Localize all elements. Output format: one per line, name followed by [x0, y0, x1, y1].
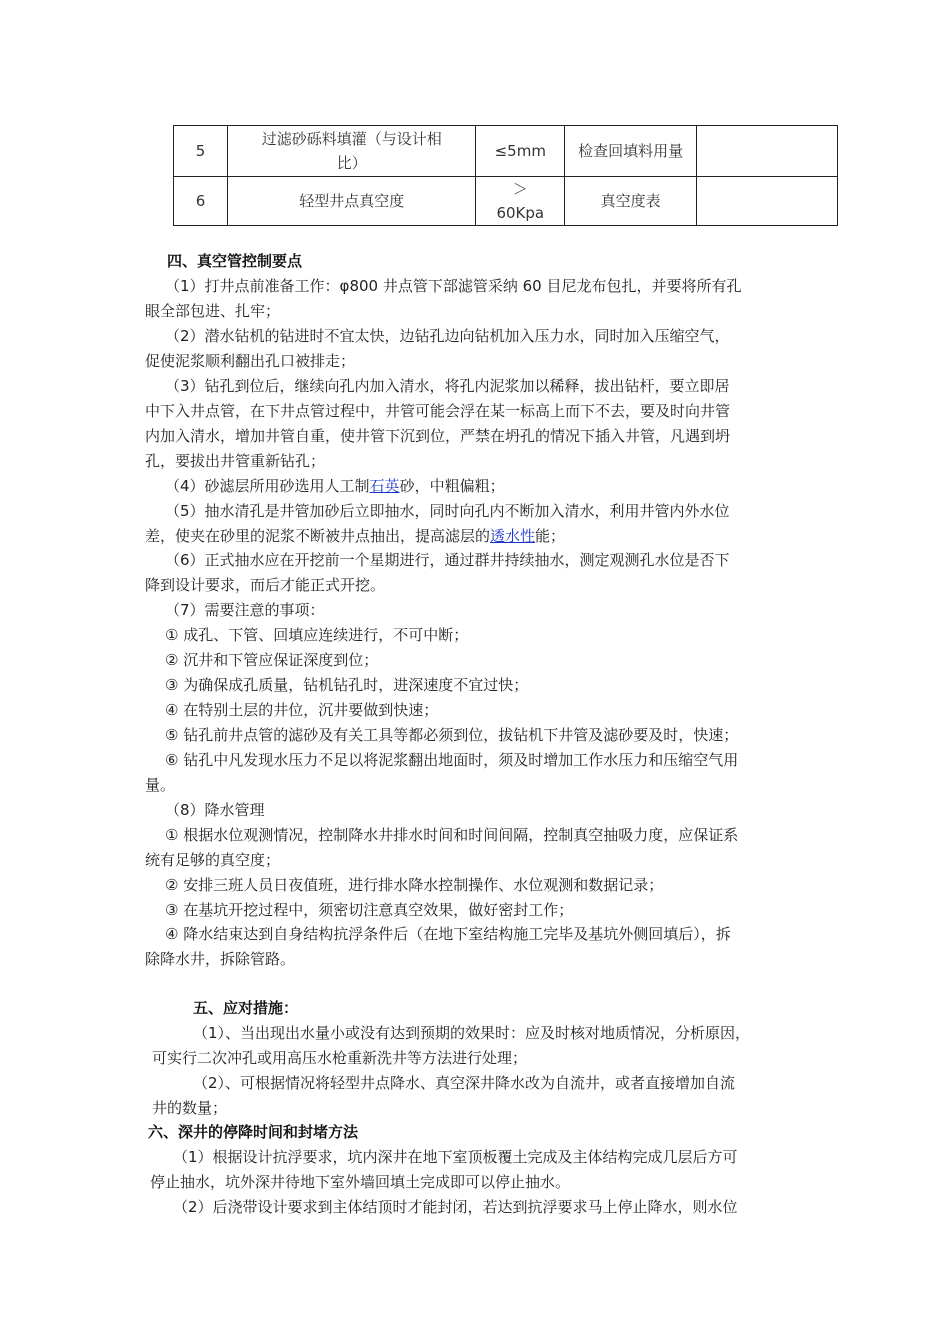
- paragraph-line: （6）正式抽水应在开挖前一个星期进行，通过群井持续抽水，测定观测孔水位是否下: [165, 551, 730, 569]
- check-item: [228, 126, 476, 177]
- list-item: ④ 在特别土层的井位，沉井要做到快速；: [165, 701, 439, 719]
- paragraph-line: 量。: [145, 776, 176, 794]
- paragraph-line: （3）钻孔到位后，继续向孔内加入清水，将孔内泥浆加以稀释，拔出钻杆，要立即居: [165, 377, 730, 395]
- allowed-value: [476, 177, 565, 226]
- list-item: ③ 在基坑开挖过程中，须密切注意真空效果，做好密封工作；: [165, 901, 574, 919]
- list-item: ① 根据水位观测情况，控制降水井排水时间和时间间隔，控制真空抽吸力度，应保证系: [165, 826, 739, 844]
- paragraph-line: （1）打井点前准备工作：φ800 井点管下部滤管采纳 60 目尼龙布包扎，并要将所有孔: [165, 277, 742, 295]
- text-span: （4）砂滤层所用砂选用人工制: [165, 477, 370, 495]
- paragraph-line: 内加入清水，增加井管自重，使井管下沉到位，严禁在坍孔的情况下插入井管，凡遇到坍: [145, 427, 731, 445]
- paragraph-line: （5）抽水清孔是井管加砂后立即抽水，同时向孔内不断加入清水，利用井管内外水位: [165, 502, 730, 520]
- section-5-heading: 五、应对措施：: [193, 999, 299, 1017]
- allowed-value: ≤5mm: [476, 126, 565, 177]
- paragraph-line: 促使泥浆顺利翻出孔口被排走；: [145, 352, 356, 370]
- section-4-heading: 四、真空管控制要点: [167, 252, 303, 270]
- check-item-line1: 过滤砂砾料填灌（与设计相: [261, 130, 442, 148]
- row-number: 5: [174, 126, 228, 177]
- paragraph-line: 可实行二次冲孔或用高压水枪重新洗井等方法进行处理；: [152, 1049, 528, 1067]
- paragraph-line: （1）根据设计抗浮要求，坑内深井在地下室顶板覆土完成及主体结构完成几层后方可: [173, 1148, 738, 1166]
- inspection-table: [173, 125, 838, 226]
- paragraph-line: （7）需要注意的事项：: [165, 601, 325, 619]
- allowed-value-line2: 60Kpa: [496, 204, 545, 222]
- list-item: ⑤ 钻孔前井点管的滤砂及有关工具等都必须到位，拔钻机下井管及滤砂要及时，快速；: [165, 726, 739, 744]
- paragraph-line: 停止抽水，坑外深井待地下室外墙回填土完成即可以停止抽水。: [150, 1173, 571, 1191]
- paragraph-line: （8）降水管理: [165, 801, 265, 819]
- paragraph-line: 统有足够的真空度；: [145, 851, 281, 869]
- paragraph-line: （2）后浇带设计要求到主体结顶时才能封闭，若达到抗浮要求马上停止降水，则水位: [173, 1198, 738, 1216]
- paragraph-line: [145, 526, 565, 546]
- text-span: 差，使夹在砂里的泥浆不断被井点抽出，提高滤层的: [145, 527, 491, 545]
- paragraph-line: （2）、可根据情况将轻型井点降水、真空深井降水改为自流井，或者直接增加自流: [193, 1074, 736, 1092]
- paragraph-line: [165, 476, 505, 496]
- paragraph-line: 中下入井点管，在下井点管过程中，井管可能会浮在某一标高上而下不去，要及时向井管: [145, 402, 731, 420]
- check-item: 轻型井点真空度: [228, 177, 476, 226]
- paragraph-line: 井的数量；: [152, 1099, 228, 1117]
- paragraph-line: （1）、当出现出水量小或没有达到预期的效果时：应及时核对地质情况，分析原因，: [193, 1024, 751, 1042]
- list-item: ② 沉井和下管应保证深度到位；: [165, 651, 379, 669]
- table-row: [174, 177, 838, 226]
- paragraph-line: （2）潜水钻机的钻进时不宜太快，边钻孔边向钻机加入压力水，同时加入压缩空气，: [165, 327, 730, 345]
- check-method: 真空度表: [565, 177, 697, 226]
- paragraph-line: 除降水井，拆除管路。: [145, 950, 296, 968]
- paragraph-line: 眼全部包进、扎牢；: [145, 302, 281, 320]
- permeability-link[interactable]: 透水性: [490, 527, 536, 545]
- list-item: ① 成孔、下管、回填应连续进行，不可中断；: [165, 626, 469, 644]
- text-span: 能；: [535, 527, 566, 545]
- check-method: 检查回填料用量: [565, 126, 697, 177]
- check-item-line2: 比）: [336, 154, 367, 172]
- list-item: ④ 降水结束达到自身结构抗浮条件后（在地下室结构施工完毕及基坑外侧回填后），拆: [165, 925, 731, 943]
- paragraph-line: 孔，要拔出井管重新钻孔；: [145, 452, 326, 470]
- allowed-value-line1: ＞: [512, 180, 528, 198]
- list-item: ② 安排三班人员日夜值班，进行排水降水控制操作、水位观测和数据记录；: [165, 876, 664, 894]
- section-6-heading: 六、深井的停降时间和封堵方法: [148, 1123, 359, 1141]
- quartz-link[interactable]: 石英: [369, 477, 400, 495]
- list-item: ③ 为确保成孔质量，钻机钻孔时，进深速度不宜过快；: [165, 676, 529, 694]
- text-span: 砂，中粗偏粗；: [399, 477, 505, 495]
- list-item: ⑥ 钻孔中凡发现水压力不足以将泥浆翻出地面时，须及时增加工作水压力和压缩空气用: [165, 751, 739, 769]
- note-cell: [696, 177, 837, 226]
- row-number: 6: [174, 177, 228, 226]
- table-row: [174, 126, 838, 177]
- paragraph-line: 降到设计要求，而后才能正式开挖。: [145, 576, 386, 594]
- note-cell: [696, 126, 837, 177]
